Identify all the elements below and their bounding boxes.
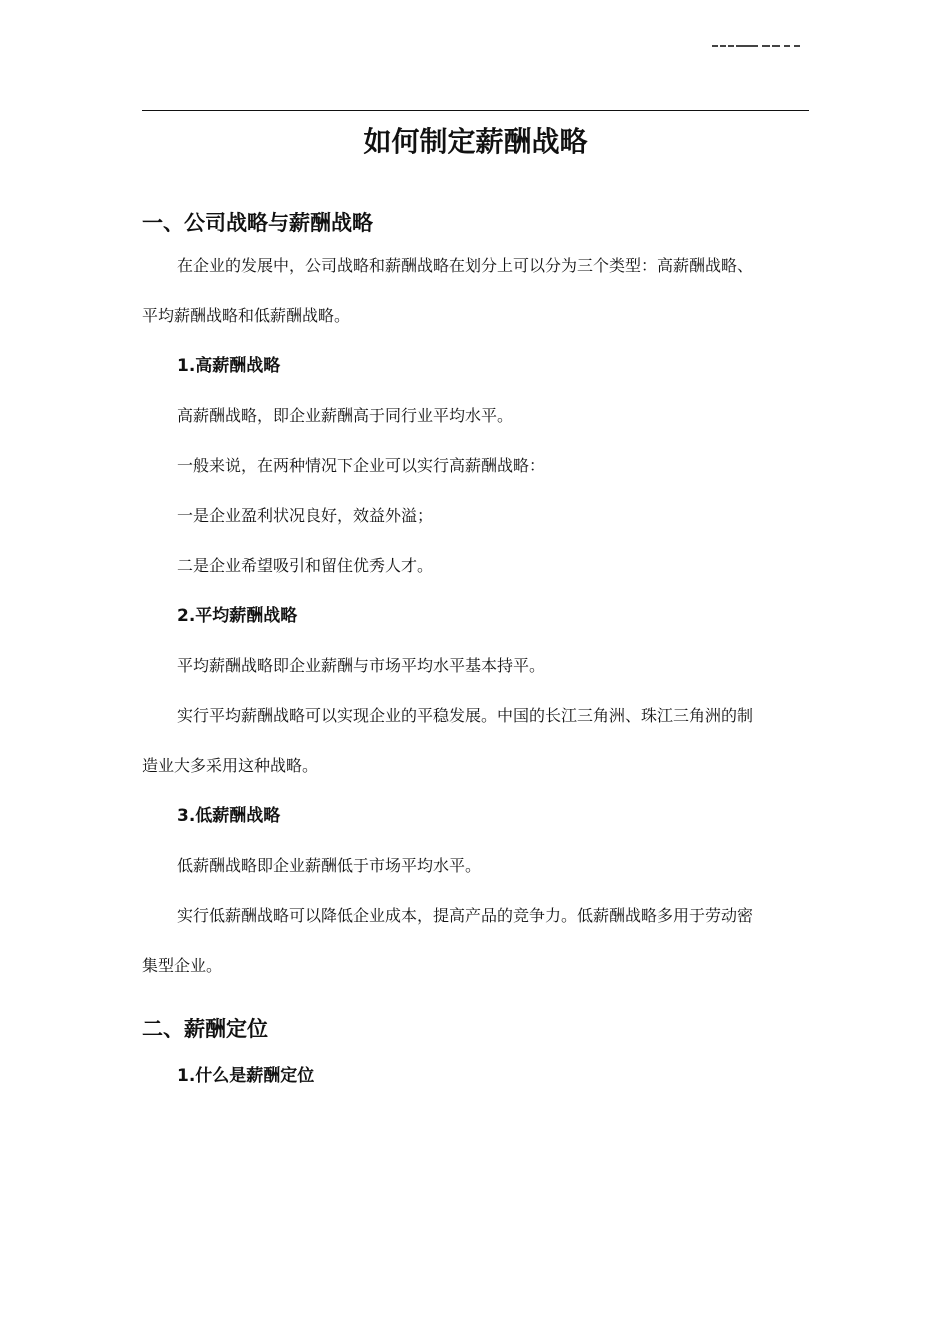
section-heading-1: 一、公司战略与薪酬战略 <box>142 211 373 235</box>
paragraph: 平均薪酬战略即企业薪酬与市场平均水平基本持平。 <box>177 656 546 675</box>
paragraph: 高薪酬战略，即企业薪酬高于同行业平均水平。 <box>177 406 514 425</box>
document-body <box>142 208 809 1088</box>
subsection-heading-1-3: 3.低薪酬战略 <box>177 806 281 826</box>
header-mark <box>712 40 804 50</box>
paragraph-line-2: 集型企业。 <box>142 956 223 975</box>
section-1-intro-line-2: 平均薪酬战略和低薪酬战略。 <box>142 306 351 325</box>
document-title: 如何制定薪酬战略 <box>363 125 588 158</box>
paragraph: 一是企业盈利状况良好，效益外溢； <box>177 506 434 525</box>
section-1-intro-line-1: 在企业的发展中，公司战略和薪酬战略在划分上可以分为三个类型：高薪酬战略、 <box>177 256 754 275</box>
paragraph-line-2: 造业大多采用这种战略。 <box>142 756 319 775</box>
header-rule <box>142 110 809 111</box>
subsection-heading-1-2: 2.平均薪酬战略 <box>177 606 298 626</box>
paragraph-line-1: 实行平均薪酬战略可以实现企业的平稳发展。中国的长江三角洲、珠江三角洲的制 <box>177 706 754 725</box>
subsection-heading-1-1: 1.高薪酬战略 <box>177 356 281 376</box>
subsection-heading-2-1: 1.什么是薪酬定位 <box>177 1066 315 1086</box>
section-heading-2: 二、薪酬定位 <box>142 1017 268 1041</box>
paragraph-line-1: 实行低薪酬战略可以降低企业成本，提高产品的竞争力。低薪酬战略多用于劳动密 <box>177 906 754 925</box>
paragraph: 一般来说，在两种情况下企业可以实行高薪酬战略： <box>177 456 546 475</box>
paragraph: 二是企业希望吸引和留住优秀人才。 <box>177 556 434 575</box>
paragraph: 低薪酬战略即企业薪酬低于市场平均水平。 <box>177 856 482 875</box>
